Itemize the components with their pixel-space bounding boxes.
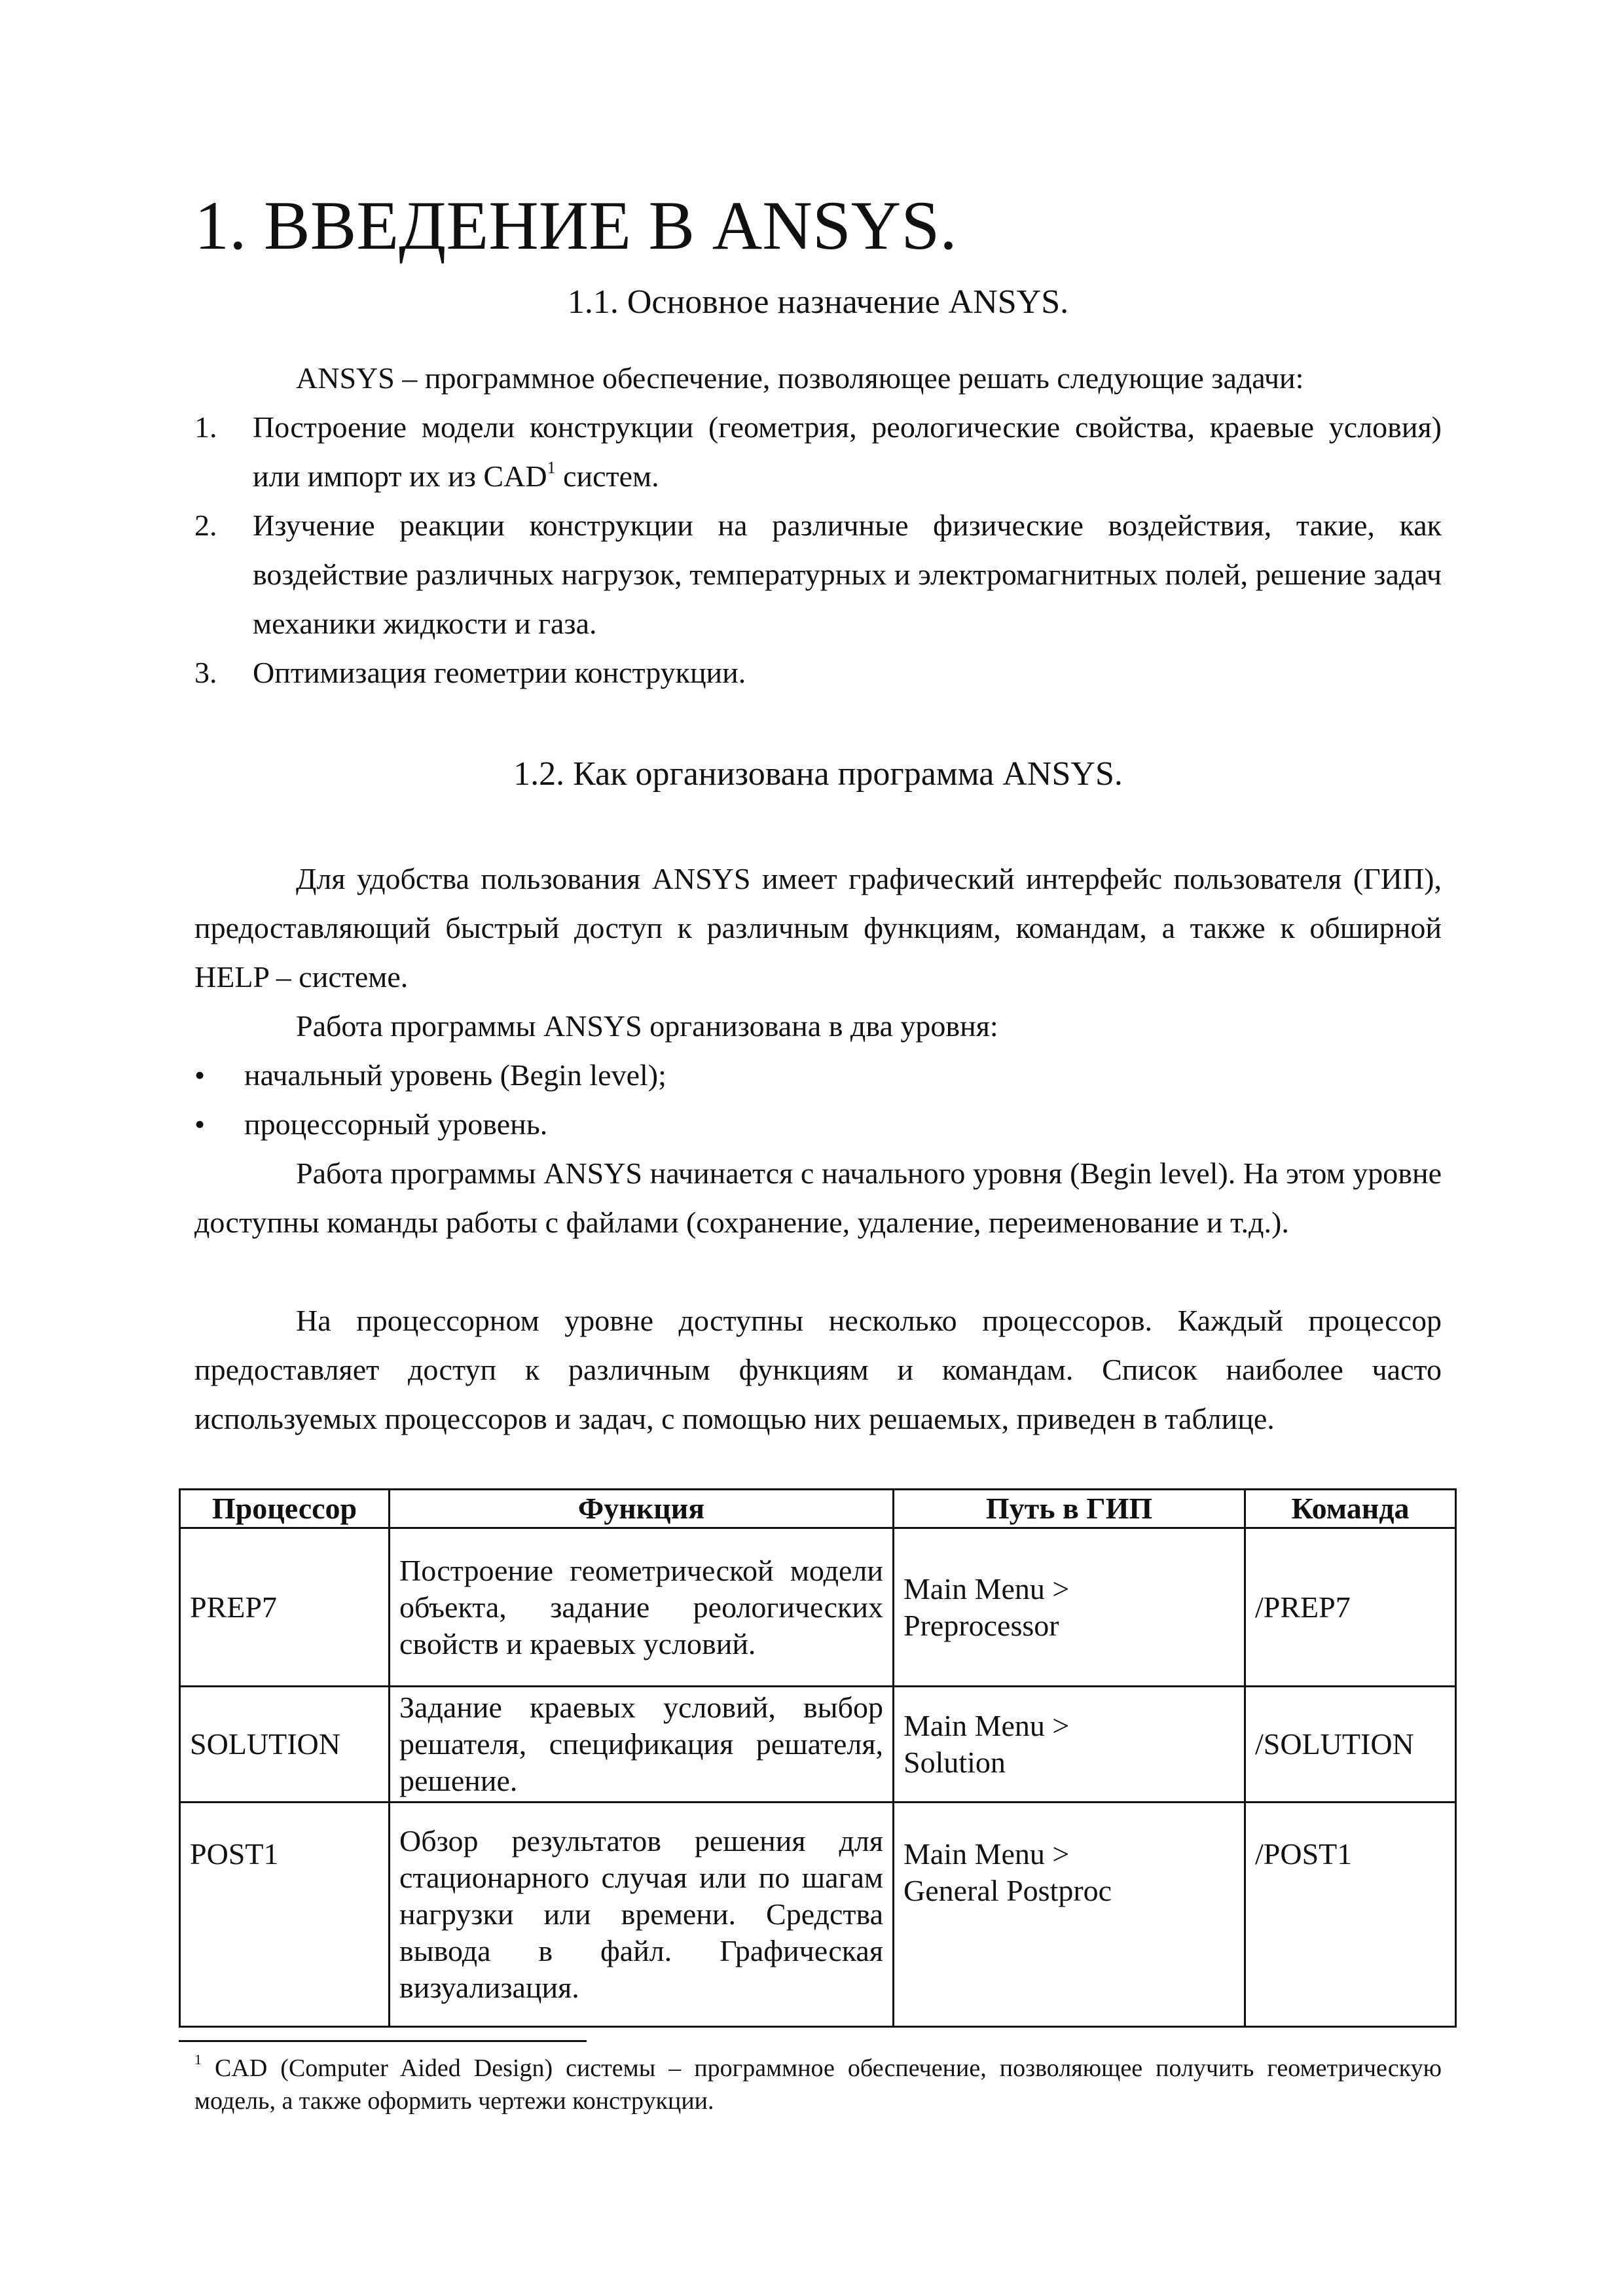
gui-path-line: General Postproc	[903, 1874, 1112, 1907]
cell-processor: POST1	[180, 1803, 390, 2027]
gui-path-line: Main Menu >	[903, 1837, 1070, 1871]
page-title: 1. ВВЕДЕНИЕ В ANSYS.	[194, 187, 957, 264]
gui-path-line: Preprocessor	[903, 1608, 1059, 1642]
section-heading-1-1: 1.1. Основное назначение ANSYS.	[567, 283, 1069, 321]
gui-path-line: Main Menu >	[903, 1709, 1070, 1742]
header-function: Функция	[390, 1490, 894, 1528]
cell-gui-path	[894, 1803, 1245, 2027]
list-number: 3.	[194, 656, 217, 689]
list-item-1	[253, 403, 1442, 501]
bullet-icon: •	[194, 1058, 206, 1092]
table-row	[180, 1528, 1456, 1687]
list-item-2: Изучение реакции конструкции на различные физические воздействия, такие, как воздействие различных нагрузок, температурных и электромагнитных полей, решение задач механики жидкости и газа.	[253, 509, 1442, 640]
footnote-ref[interactable]: 1	[547, 458, 556, 477]
bullet-item-1: начальный уровень (Begin level);	[244, 1058, 666, 1092]
list-number: 1.	[194, 410, 217, 444]
list-item-text: Построение модели конструкции (геометрия, реологические свойства, краевые условия) или импорт их из CAD	[253, 410, 1442, 493]
list-item-tail: систем.	[555, 459, 659, 493]
cell-function: Задание краевых условий, выбор решателя, спецификация решателя, решение.	[390, 1687, 894, 1803]
table-row	[180, 1803, 1456, 2027]
bullet-icon: •	[194, 1107, 206, 1141]
section1-intro: ANSYS – программное обеспечение, позволяющее решать следующие задачи:	[296, 361, 1304, 395]
processors-table	[179, 1488, 1457, 2028]
cell-processor: SOLUTION	[180, 1687, 390, 1803]
list-item-3: Оптимизация геометрии конструкции.	[253, 656, 746, 689]
footnote-separator	[179, 2040, 587, 2042]
cell-function: Построение геометрической модели объекта, задание реологических свойств и краевых условий.	[390, 1528, 894, 1687]
bullet-item-2: процессорный уровень.	[244, 1107, 548, 1141]
cell-command: /PREP7	[1245, 1528, 1456, 1687]
cell-command: /POST1	[1245, 1803, 1456, 2027]
section2-paragraph-3: Работа программы ANSYS начинается с начального уровня (Begin level). На этом уровне доступны команды работы с файлами (сохранение, удаление, переименование и т.д.).	[194, 1157, 1442, 1239]
gui-path-line: Solution	[903, 1746, 1006, 1779]
cell-gui-path	[894, 1687, 1245, 1803]
cell-function: Обзор результатов решения для стационарного случая или по шагам нагрузки или времени. Средства вывода в файл. Графическая визуализация.	[390, 1803, 894, 2027]
header-processor: Процессор	[180, 1490, 390, 1528]
gui-path-line: Main Menu >	[903, 1571, 1070, 1605]
header-gui-path: Путь в ГИП	[894, 1490, 1245, 1528]
cell-processor: PREP7	[180, 1528, 390, 1687]
table-row	[180, 1687, 1456, 1803]
footnote-mark: 1	[194, 2051, 202, 2068]
footnote-text: CAD (Computer Aided Design) системы – программное обеспечение, позволяющее получить геометрическую модель, а также оформить чертежи конструкции.	[194, 2054, 1442, 2115]
list-number: 2.	[194, 509, 217, 542]
section-heading-1-2: 1.2. Как организована программа ANSYS.	[513, 755, 1123, 793]
section2-paragraph-4: На процессорном уровне доступны несколько процессоров. Каждый процессор предоставляет доступ к различным функциям и командам. Список наиболее часто используемых процессоров и задач, с помощью них решаемых, приведен в таблице.	[194, 1304, 1442, 1435]
table-header-row	[180, 1490, 1456, 1528]
section2-paragraph-2: Работа программы ANSYS организована в два уровня:	[296, 1009, 998, 1043]
section2-paragraph-1: Для удобства пользования ANSYS имеет графический интерфейс пользователя (ГИП), предоставляющий быстрый доступ к различным функциям, командам, а также к обширной HELP – системе.	[194, 862, 1442, 994]
header-command: Команда	[1245, 1490, 1456, 1528]
cell-gui-path	[894, 1528, 1245, 1687]
cell-command: /SOLUTION	[1245, 1687, 1456, 1803]
footnote	[194, 2052, 1442, 2117]
